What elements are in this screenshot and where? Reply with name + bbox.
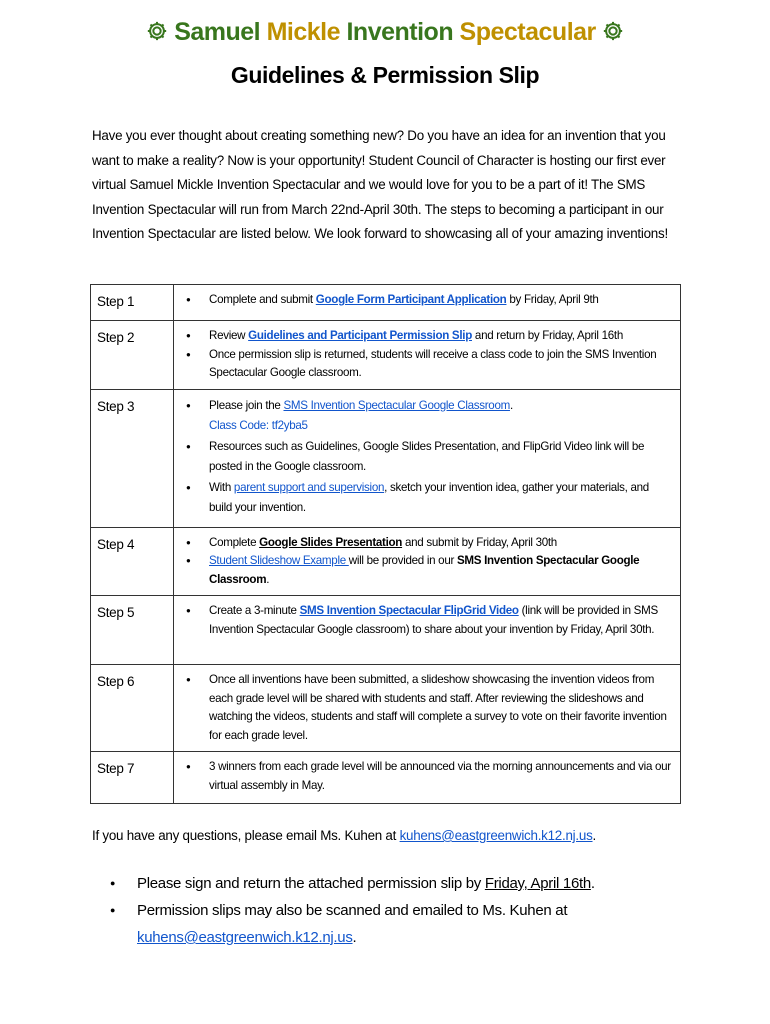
participant-application-link[interactable]: Google Form Participant Application xyxy=(315,293,507,306)
table-row xyxy=(91,527,681,596)
step-label: Step 4 xyxy=(91,527,174,596)
step-text: . xyxy=(266,572,270,586)
table-row xyxy=(91,752,681,804)
step-body xyxy=(174,752,681,804)
list-item xyxy=(110,897,670,951)
step-text: and return by Friday, April 16th xyxy=(472,329,623,342)
list-item xyxy=(186,534,672,553)
step-text: SMS Invention Spectacular Google Classroom xyxy=(209,554,640,586)
step-label: Step 3 xyxy=(91,389,174,527)
step-label: Step 5 xyxy=(91,596,174,665)
table-row xyxy=(91,321,681,390)
step-label: Step 7 xyxy=(91,752,174,804)
slideshow-example-link[interactable]: Student Slideshow Example xyxy=(209,554,349,567)
steps-table xyxy=(90,284,681,804)
gear-icon xyxy=(146,20,168,42)
permission-slip-link[interactable]: Guidelines and Participant Permission Slip xyxy=(248,329,472,342)
step-text: will be provided in our xyxy=(348,554,457,567)
list-item xyxy=(186,327,672,346)
page-subtitle: Guidelines & Permission Slip xyxy=(230,62,540,88)
parent-support-link[interactable]: parent support and supervision xyxy=(233,480,385,494)
step-text: , sketch your invention idea, gather your materials, and build your invention. xyxy=(209,480,649,514)
step-text: by Friday, April 9th xyxy=(506,293,599,306)
title-word-mickle: Mickle xyxy=(266,18,341,46)
class-code: Class Code: tf2yba5 xyxy=(209,419,308,432)
list-item: ● Resources such as Guidelines, Google Slides Presentation, and FlipGrid Video link will be posted in the Google classroom. xyxy=(186,437,672,478)
instruction-text: Permission slips may also be scanned and emailed to Ms. Kuhen at xyxy=(137,902,568,919)
instruction-text: Please sign and return the attached permission slip by xyxy=(137,875,485,892)
contact-line xyxy=(92,828,596,843)
step-text: Review xyxy=(209,329,249,342)
list-item xyxy=(186,291,672,310)
list-item xyxy=(110,870,670,897)
step-text: Please join the xyxy=(209,398,284,412)
step-body xyxy=(174,321,681,390)
step-body xyxy=(174,285,681,321)
list-item xyxy=(186,396,672,417)
step-body xyxy=(174,596,681,665)
list-item: ● 3 winners from each grade level will be announced via the morning announcements and via our virtual assembly in May. xyxy=(186,758,672,795)
due-date: Friday, April 16th xyxy=(484,875,591,892)
table-row xyxy=(91,285,681,321)
page-title xyxy=(0,18,770,47)
step-text: . xyxy=(509,398,513,412)
step-label: Step 6 xyxy=(91,665,174,752)
step-text: Create a 3-minute xyxy=(209,604,300,617)
list-item: ● Once all inventions have been submitted, a slideshow showcasing the invention videos from each grade level will be shared with students and staff. After reviewing the slideshows and watching the videos, students and staff will complete a survey to vote on their favorite invention for each grade level. xyxy=(186,671,672,745)
list-item: ● Once permission slip is returned, students will receive a class code to join the SMS Invention Spectacular Google classroom. xyxy=(186,346,672,383)
step-label: Step 1 xyxy=(91,285,174,321)
step-text: (link will be provided in SMS Invention Spectacular Google classroom) to share about your invention by Friday, April 30th. xyxy=(209,604,658,636)
table-row xyxy=(91,665,681,752)
table-row xyxy=(91,389,681,527)
table-row xyxy=(91,596,681,665)
step-text: Complete and submit xyxy=(209,293,316,306)
step-label: Step 2 xyxy=(91,321,174,390)
list-item xyxy=(186,416,672,437)
google-classroom-link[interactable]: SMS Invention Spectacular Google Classroom xyxy=(283,398,510,412)
step-body xyxy=(174,527,681,596)
intro-paragraph: Have you ever thought about creating something new? Do you have an idea for an invention that you want to make a reality? Now is your opportunity! Student Council of Character is hosting our first ever virtual Samuel Mickle Invention Spectacular and we would love for you to be a part of it! The SMS Invention Spectacular will run from March 22nd-April 30th. The steps to becoming a participant in our Invention Spectacular are listed below. We look forward to showcasing all of your amazing inventions! xyxy=(92,128,668,241)
list-item xyxy=(186,602,672,639)
email-link[interactable]: kuhens@eastgreenwich.k12.nj.us xyxy=(399,828,593,843)
step-body xyxy=(174,389,681,527)
contact-text: . xyxy=(592,828,596,843)
step-body xyxy=(174,665,681,752)
email-link[interactable]: kuhens@eastgreenwich.k12.nj.us xyxy=(137,929,353,946)
instruction-text: . xyxy=(352,929,357,946)
step-text: Complete xyxy=(209,535,260,549)
contact-text: If you have any questions, please email Ms. Kuhen at xyxy=(92,828,400,843)
step-text: and submit by Friday, April 30th xyxy=(402,535,557,549)
instructions-list xyxy=(110,870,670,951)
title-word-spectacular: Spectacular xyxy=(459,18,596,46)
flipgrid-video-link[interactable]: SMS Invention Spectacular FlipGrid Video xyxy=(299,604,519,617)
list-item xyxy=(186,478,672,519)
step-text: With xyxy=(209,480,234,494)
gear-icon xyxy=(602,20,624,42)
title-word-invention: Invention xyxy=(346,18,454,46)
title-word-samuel: Samuel xyxy=(174,18,261,46)
instruction-text: . xyxy=(590,875,595,892)
list-item xyxy=(186,552,672,589)
google-slides-presentation: Google Slides Presentation xyxy=(259,535,403,549)
